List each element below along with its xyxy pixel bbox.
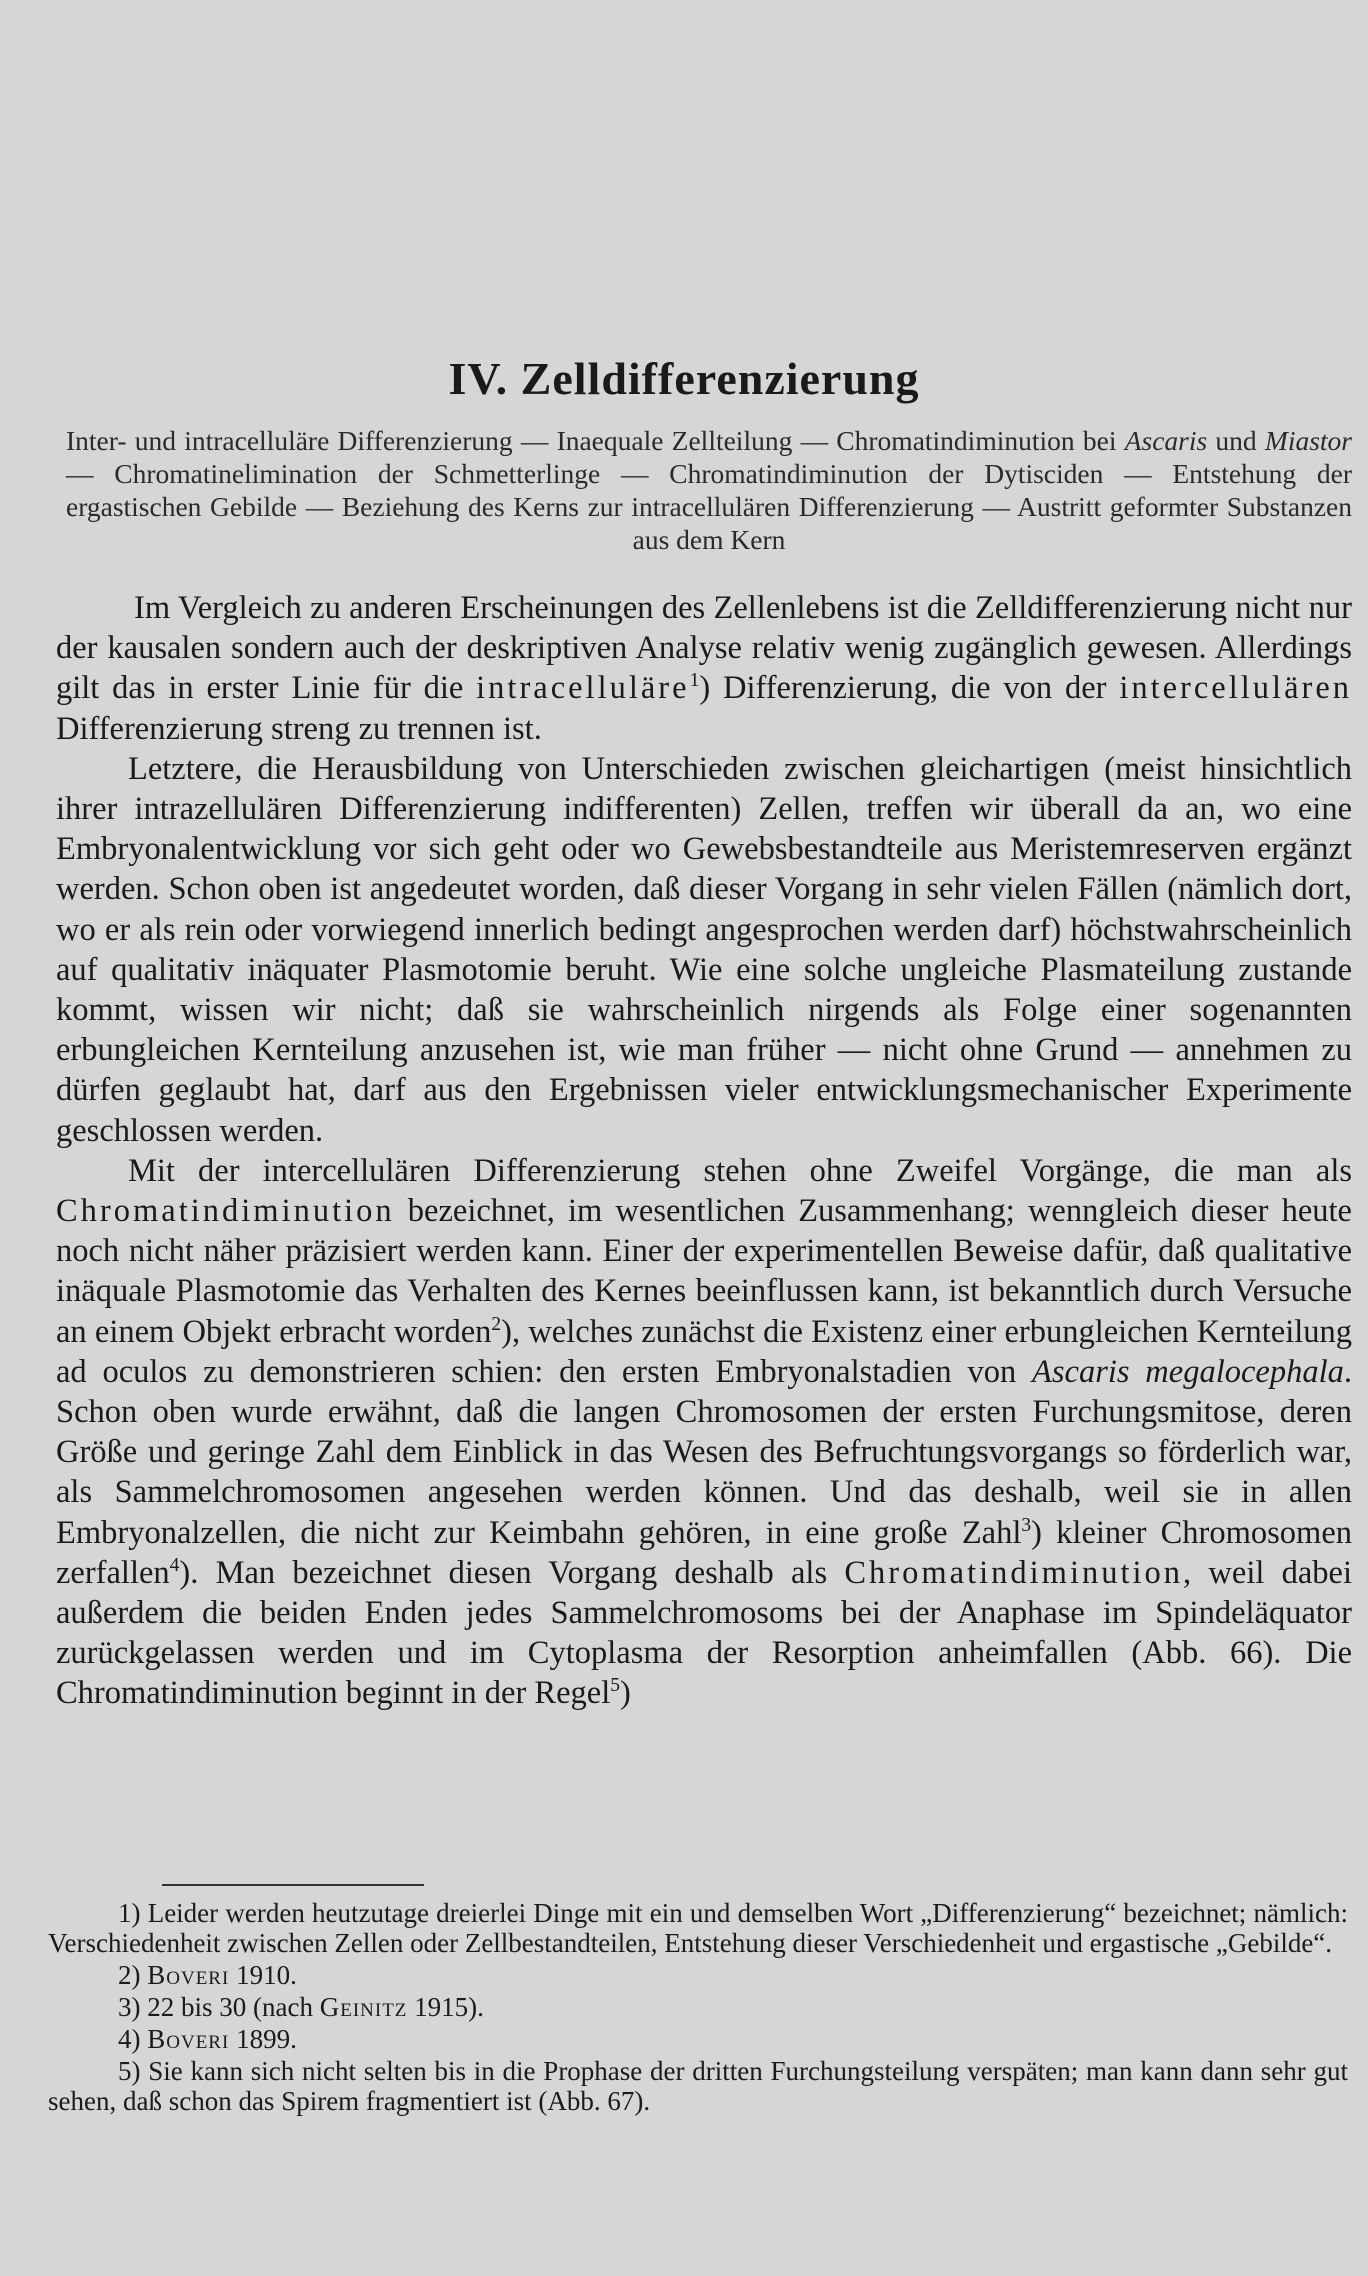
chapter-heading: IV. Zelldifferenzierung (448, 353, 920, 404)
footnote-4 (48, 2024, 1348, 2054)
spaced-term: Chromatindiminution (844, 1554, 1184, 1591)
footnote-number: 4) (118, 2024, 148, 2054)
footnote-text: 3) 22 bis 30 (nach (118, 1992, 320, 2022)
footnote-divider (162, 1884, 424, 1886)
text-run: bezeichnet, im wesentlichen Zusammenhang; wenngleich dieser heute noch nicht näher präzisiert werden kann. Einer der experimentellen Beweise dafür, daß qualitative inäquale Plasmotomie das Verhalten des Kernes beeinflussen kann, ist bekanntlich durch Versuche an einem Objekt erbracht worden (56, 1193, 1352, 1350)
spaced-term: intercellulären (1119, 670, 1352, 707)
footnote-year: 1910. (229, 1960, 297, 1990)
text-run: Im Vergleich zu anderen Erscheinungen des Zellenlebens ist die Zelldifferenzierung nicht nur der kausalen sondern auch der deskriptiven Analyse relativ wenig zugänglich gewesen. Allerdings gilt das in erster Linie für die (56, 590, 1352, 707)
footnote-2 (48, 1960, 1348, 1990)
author-name: Boveri (147, 2024, 230, 2054)
footnote-ref: 5 (610, 1675, 620, 1697)
text-run: ). Man bezeichnet diesen Vorgang deshalb als (179, 1554, 845, 1591)
text-run: Differenzierung streng zu trennen ist. (56, 710, 542, 747)
spaced-term: intracelluläre (476, 670, 690, 707)
paragraph-3 (56, 1151, 1352, 1714)
spaced-term: Chromatindiminution (56, 1193, 395, 1230)
footnote-number: 2) (118, 1960, 148, 1990)
text-run: ) Differenzierung, die von der (699, 670, 1120, 707)
footnote-3 (48, 1992, 1348, 2022)
text-run: ), welches zunächst die Existenz einer erbungleichen Kernteilung ad oculos zu demonstrieren schien: den ersten Embryonalstadien von (56, 1313, 1352, 1390)
author-name: Geinitz (319, 1992, 408, 2022)
summary-miastor: Miastor (1264, 425, 1353, 456)
summary-part: und (1207, 425, 1265, 456)
footnote-year: 1915). (407, 1992, 484, 2022)
author-name: Boveri (147, 1960, 230, 1990)
footnotes (48, 1898, 1348, 2118)
text-run: ) kleiner Chromosomen zerfallen (56, 1514, 1353, 1591)
chapter-summary (66, 424, 1352, 556)
footnote-ref: 2 (491, 1313, 502, 1335)
footnote-ref: 4 (169, 1555, 180, 1577)
footnote-1: 1) Leider werden heutzutage dreierlei Dinge mit ein und demselben Wort „Differenzierung“ bezeichnet; nämlich: Verschiedenheit zwischen Zellen oder Zellbestandteilen, Entstehung dieser Verschiedenheit und ergastische „Gebilde“. (48, 1898, 1348, 1958)
text-run: ) (619, 1675, 631, 1712)
body-text (56, 588, 1352, 1714)
summary-part: — Chromatinelimination der Schmetterlinge — Chromatindiminution der Dytisciden — Entstehung der ergastischen Gebilde — Beziehung des Kerns zur intracellulären Differenzierung — Austritt geformter Substanzen aus dem Kern (66, 458, 1352, 555)
summary-part: Inter- und intracelluläre Differenzierung — Inaequale Zellteilung — Chromatindiminution bei (66, 425, 1125, 456)
summary-text (66, 424, 1352, 556)
text-run: , weil dabei außerdem die beiden Enden jedes Sammelchromosoms bei der Anaphase im Spindeläquator zurückgelassen werden und im Cytoplasma der Resorption anheimfallen (Abb. 66). Die Chromatindiminution beginnt in der Regel (56, 1554, 1353, 1712)
species-name: Ascaris megalocephala (1032, 1353, 1344, 1390)
footnote-ref: 3 (1021, 1514, 1032, 1536)
paragraph-1 (56, 588, 1352, 749)
footnote-year: 1899. (229, 2024, 297, 2054)
paragraph-2: Letztere, die Herausbildung von Unterschieden zwischen gleichartigen (meist hinsichtlich ihrer intrazellulären Differenzierung indifferenten) Zellen, treffen wir überall da an, wo eine Embryonalentwicklung vor sich geht oder wo Gewebsbestandteile aus Meristemreserven ergänzt werden. Schon oben ist angedeutet worden, daß dieser Vorgang in sehr vielen Fällen (nämlich dort, wo er als rein oder vorwiegend innerlich bedingt angesprochen werden darf) höchstwahrscheinlich auf qualitativ inäquater Plasmotomie beruht. Wie eine solche ungleiche Plasmateilung zustande kommt, wissen wir nicht; daß sie wahrscheinlich nirgends als Folge einer sogenannten erbungleichen Kernteilung anzusehen ist, wie man früher — nicht ohne Grund — annehmen zu dürfen geglaubt hat, darf aus den Ergebnissen vieler entwicklungsmechanischer Experimente geschlossen werden. (56, 750, 1352, 1149)
text-run: . Schon oben wurde erwähnt, daß die langen Chromosomen der ersten Furchungsmitose, deren Größe und geringe Zahl dem Einblick in das Wesen des Befruchtungsvorgangs so förderlich war, als Sammelchromosomen angesehen werden können. Und das deshalb, weil sie in allen Embryonalzellen, die nicht zur Keimbahn gehören, in eine große Zahl (56, 1353, 1352, 1551)
text-run: Mit der intercellulären Differenzierung stehen ohne Zweifel Vorgänge, die man als (128, 1152, 1352, 1189)
footnote-ref: 1 (689, 670, 700, 692)
summary-ascaris: Ascaris (1124, 425, 1208, 456)
footnote-5: 5) Sie kann sich nicht selten bis in die Prophase der dritten Furchungsteilung verspäten; man kann dann sehr gut sehen, daß schon das Spirem fragmentiert ist (Abb. 67). (48, 2056, 1348, 2116)
